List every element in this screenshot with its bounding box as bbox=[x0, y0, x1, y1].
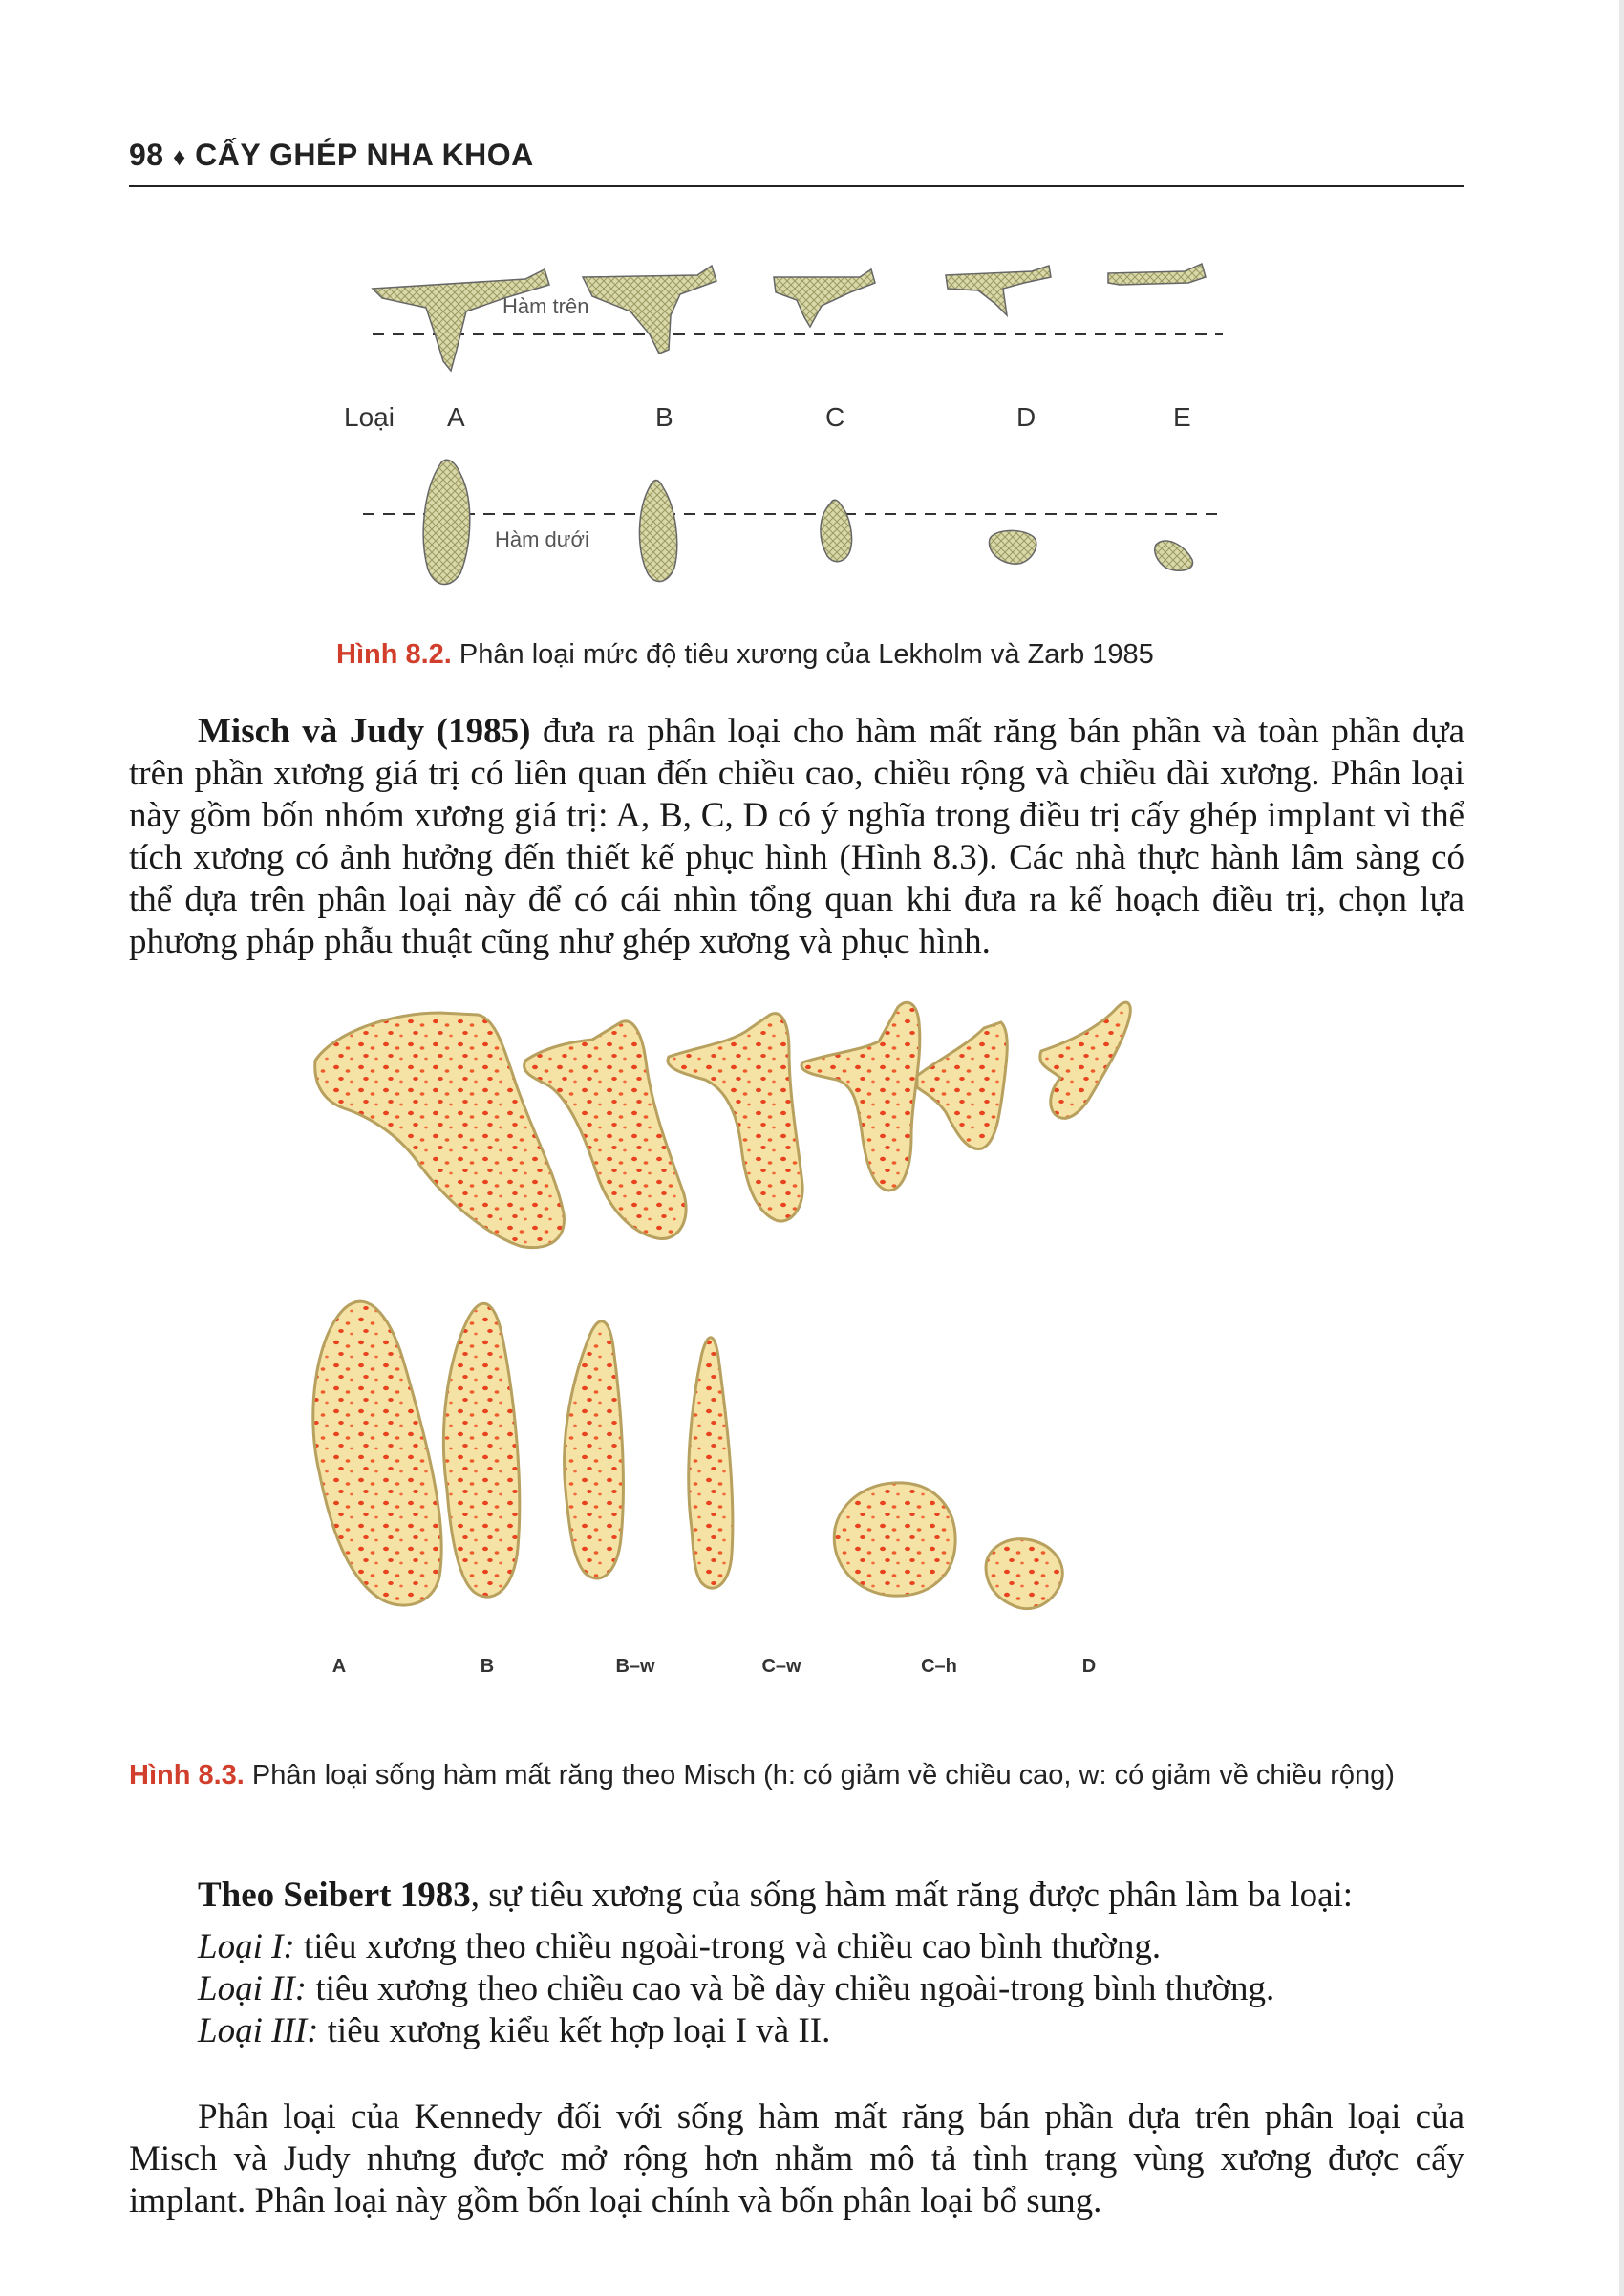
running-header bbox=[129, 134, 1464, 187]
misch-label-ch: C–h bbox=[921, 1656, 957, 1677]
lower-shape-e bbox=[1155, 541, 1193, 570]
seibert-item-text: tiêu xương kiểu kết hợp loại I và II. bbox=[318, 2011, 831, 2050]
class-label-e: E bbox=[1173, 402, 1191, 432]
maxilla-ch bbox=[917, 1022, 1007, 1148]
seibert-item-label: Loại III: bbox=[198, 2011, 319, 2050]
misch-label-bw: B–w bbox=[615, 1656, 655, 1677]
figure-8-3 bbox=[306, 994, 1318, 1729]
misch-label-b: B bbox=[480, 1656, 495, 1677]
seibert-item-label: Loại I: bbox=[198, 1927, 295, 1966]
upper-shape-a bbox=[373, 269, 549, 371]
mandible-bw bbox=[565, 1321, 624, 1578]
text-misch: đưa ra phân loại cho hàm mất răng bán phần và toàn phần dựa trên phần xương giá trị có liên quan đến chiều cao, chiều rộng và chiều dài xương. Phân loại này gồm bốn nhóm xương giá trị: A, B, C, D có ý nghĩa trong điều trị cấy ghép implant vì thể tích xương có ảnh hưởng đến thiết kế phục hình (Hình 8.3). Các nhà thực hành lâm sàng có thể dựa trên phân loại này để có cái nhìn tổng quan khi đưa ra kế hoạch điều trị, chọn lựa phương pháp phẫu thuật cũng như ghép xương và phục hình. bbox=[129, 712, 1464, 961]
maxilla-bw bbox=[668, 1014, 802, 1221]
caption-label: Hình 8.2. bbox=[336, 639, 452, 670]
class-label-b: B bbox=[655, 402, 673, 432]
figure-8-2-caption bbox=[336, 635, 1387, 674]
lower-shape-c bbox=[821, 500, 852, 561]
class-label-d: D bbox=[1016, 402, 1036, 432]
row-label: Loại bbox=[344, 402, 395, 432]
mandible-a bbox=[313, 1301, 441, 1605]
text-kennedy: Phân loại của Kennedy đối với sống hàm mất răng bán phần dựa trên phân loại của Misch và Judy nhưng được mở rộng hơn nhằm mô tả tình trạng vùng xương được cấy implant. Phân loại này gồm bốn loại chính và bốn phân loại bổ sung. bbox=[129, 2097, 1464, 2221]
lower-shape-a bbox=[423, 460, 470, 584]
diamond-icon: ♦ bbox=[172, 142, 186, 171]
caption-text: Phân loại mức độ tiêu xương của Lekholm và Zarb 1985 bbox=[451, 639, 1154, 670]
maxilla-d bbox=[1040, 1002, 1130, 1118]
upper-shape-d bbox=[946, 266, 1051, 315]
lead-misch: Misch và Judy (1985) bbox=[198, 712, 531, 751]
maxilla-a bbox=[315, 1013, 565, 1248]
upper-shape-c bbox=[774, 269, 875, 327]
seibert-item-label: Loại II: bbox=[198, 1969, 308, 2008]
lead-seibert: Theo Seibert 1983 bbox=[198, 1876, 471, 1915]
scan-edge bbox=[1619, 0, 1624, 2296]
text-seibert: , sự tiêu xương của sống hàm mất răng được phân làm ba loại: bbox=[470, 1876, 1354, 1915]
mandible-d bbox=[986, 1539, 1062, 1609]
mandible-ch bbox=[834, 1483, 955, 1596]
paragraph-kennedy bbox=[129, 2096, 1464, 2222]
lower-jaw-label: Hàm dưới bbox=[495, 527, 589, 551]
upper-shape-b bbox=[583, 266, 716, 354]
paragraph-misch bbox=[129, 711, 1464, 963]
seibert-item-text: tiêu xương theo chiều ngoài-trong và chiều cao bình thường. bbox=[294, 1927, 1162, 1966]
misch-label-cw: C–w bbox=[761, 1656, 801, 1677]
misch-label-a: A bbox=[331, 1656, 347, 1677]
caption-label: Hình 8.3. bbox=[129, 1760, 245, 1791]
class-label-a: A bbox=[447, 402, 465, 432]
caption-text: Phân loại sống hàm mất răng theo Misch (h: có giảm về chiều cao, w: có giảm về chiều rộng) bbox=[244, 1760, 1395, 1791]
paragraph-seibert bbox=[129, 1875, 1464, 2052]
seibert-item-text: tiêu xương theo chiều cao và bề dày chiều ngoài-trong bình thường. bbox=[307, 1969, 1275, 2008]
maxilla-cw bbox=[801, 1002, 920, 1191]
misch-label-d: D bbox=[1081, 1656, 1097, 1677]
upper-jaw-label: Hàm trên bbox=[502, 294, 589, 318]
mandible-b bbox=[443, 1303, 519, 1597]
header-text bbox=[129, 138, 534, 173]
page-number: 98 bbox=[129, 138, 164, 172]
mandible-cw bbox=[689, 1338, 733, 1588]
class-label-c: C bbox=[825, 402, 845, 432]
upper-shape-e bbox=[1108, 264, 1206, 285]
lower-shape-b bbox=[639, 481, 676, 582]
book-title: CẤY GHÉP NHA KHOA bbox=[195, 138, 534, 172]
figure-8-3-caption bbox=[129, 1756, 1466, 1794]
lower-shape-d bbox=[989, 530, 1036, 564]
figure-8-2 bbox=[344, 258, 1242, 602]
